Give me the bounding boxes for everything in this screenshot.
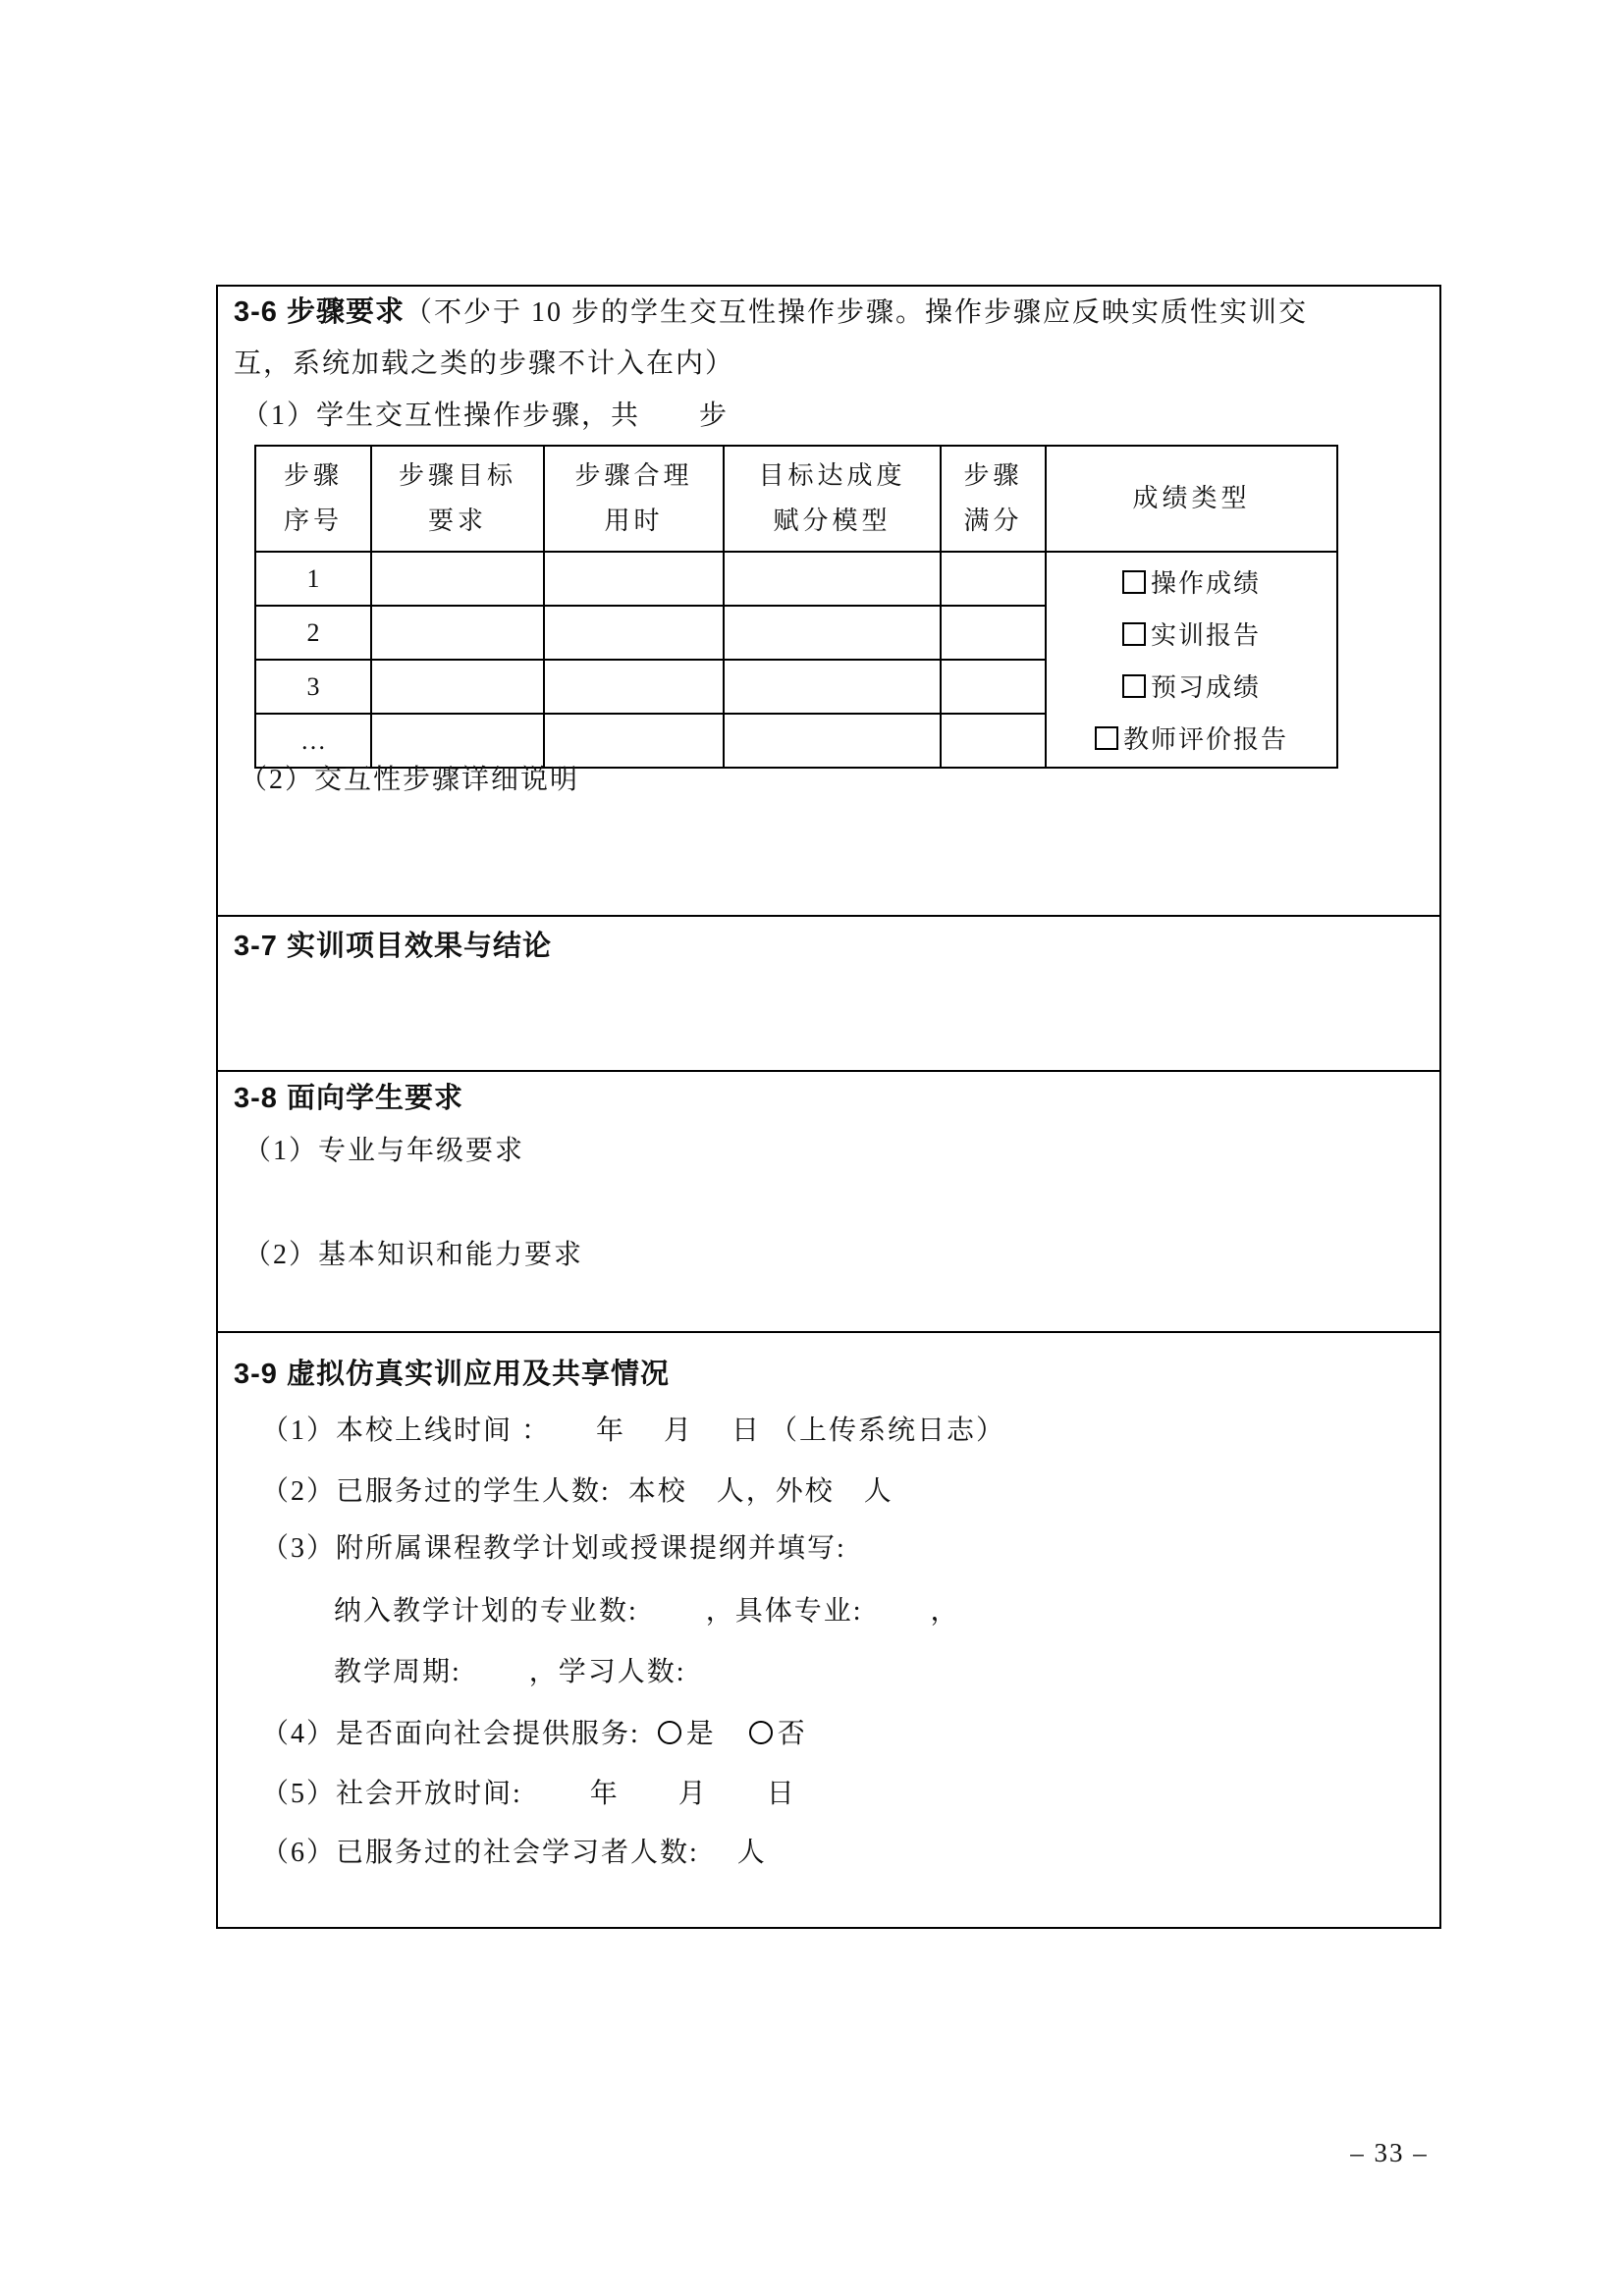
row-label: …: [255, 714, 371, 768]
score-type-cell: [1046, 552, 1337, 768]
table-cell-empty: [724, 660, 941, 714]
section-3-7-title: 3-7 实训项目效果与结论: [234, 931, 552, 962]
score-option-report: [1047, 608, 1336, 660]
table-cell-empty: [544, 606, 724, 660]
item-3-9-1: （1）本校上线时间 ： 年 月 日 （上传系统日志）: [261, 1415, 1006, 1446]
section-3-6-title-number: 3-6 步骤要求: [234, 296, 405, 328]
section-3-6-title-note-line2: 互，系统加载之类的步骤不计入在内）: [234, 348, 735, 379]
table-cell-empty: [371, 552, 544, 606]
checkbox-icon: [1122, 622, 1146, 646]
page-number: – 33 –: [1350, 2138, 1429, 2167]
item-3-9-3a: 纳入教学计划的专业数: ，具体专业: ，: [334, 1596, 960, 1627]
header-step-score: 步骤 满分: [941, 446, 1046, 552]
section-3-6-title-note: （不少于 10 步的学生交互性操作步骤。操作步骤应反映实质性实训交: [404, 297, 1308, 328]
radio-yes-icon: [658, 1721, 681, 1744]
table-cell-empty: [941, 606, 1046, 660]
item-3-8-1: （1）专业与年级要求: [244, 1136, 525, 1166]
header-step-goal: 步骤目标 要求: [371, 446, 544, 552]
header-step-time: 步骤合理 用时: [544, 446, 724, 552]
section-3-9: [218, 1331, 1439, 1929]
item-3-6-2: （2）交互性步骤详细说明: [240, 765, 580, 795]
table-row: [255, 552, 1337, 606]
radio-yes-label: 是: [685, 1719, 716, 1749]
radio-no-label: 否: [777, 1719, 807, 1749]
score-option-label: 操作成绩: [1150, 569, 1261, 598]
checkbox-icon: [1122, 570, 1146, 594]
table-cell-empty: [371, 660, 544, 714]
table-cell-empty: [724, 606, 941, 660]
section-3-6: [218, 287, 1439, 915]
item-3-9-4-label: （4）是否面向社会提供服务:: [261, 1719, 658, 1749]
score-option-teacher-eval: [1047, 712, 1336, 764]
table-cell-empty: [941, 714, 1046, 768]
item-3-8-2: （2）基本知识和能力要求: [244, 1240, 584, 1270]
table-cell-empty: [941, 552, 1046, 606]
checkbox-icon: [1122, 674, 1146, 698]
item-3-9-3: （3）附所属课程教学计划或授课提纲并填写:: [261, 1533, 846, 1564]
score-option-preview: [1047, 660, 1336, 712]
checkbox-icon: [1095, 726, 1118, 750]
row-label: 2: [255, 606, 371, 660]
table-cell-empty: [941, 660, 1046, 714]
item-3-9-6: （6）已服务过的社会学习者人数: 人: [261, 1838, 767, 1868]
header-score-type: 成绩类型: [1046, 446, 1337, 552]
row-label: 3: [255, 660, 371, 714]
section-3-6-title: [234, 292, 1308, 334]
form-outer-box: [216, 285, 1441, 1929]
score-option-label: 实训报告: [1150, 621, 1261, 650]
score-option-label: 教师评价报告: [1122, 725, 1288, 754]
table-cell-empty: [544, 552, 724, 606]
section-3-9-title: 3-9 虚拟仿真实训应用及共享情况: [234, 1359, 670, 1390]
score-option-label: 预习成绩: [1150, 673, 1261, 702]
row-label: 1: [255, 552, 371, 606]
item-3-9-3b: 教学周期: ，学习人数:: [334, 1657, 686, 1687]
section-3-8-title: 3-8 面向学生要求: [234, 1083, 463, 1114]
header-goal-model: 目标达成度 赋分模型: [724, 446, 941, 552]
table-cell-empty: [724, 552, 941, 606]
table-cell-empty: [371, 606, 544, 660]
table-cell-empty: [544, 660, 724, 714]
radio-no-icon: [749, 1721, 773, 1744]
steps-table-header-row: [255, 446, 1337, 552]
item-3-9-5: （5）社会开放时间: 年 月 日: [261, 1779, 796, 1809]
steps-table: [254, 445, 1338, 769]
header-step-number: 步骤 序号: [255, 446, 371, 552]
score-option-operation: [1047, 556, 1336, 608]
section-3-8: [218, 1070, 1439, 1331]
section-3-7: [218, 915, 1439, 1070]
item-3-9-4: [261, 1714, 807, 1755]
table-cell-empty: [724, 714, 941, 768]
item-3-9-2: （2）已服务过的学生人数: 本校 人，外校 人: [261, 1476, 893, 1507]
item-3-6-1: （1）学生交互性操作步骤，共 步: [242, 400, 730, 431]
